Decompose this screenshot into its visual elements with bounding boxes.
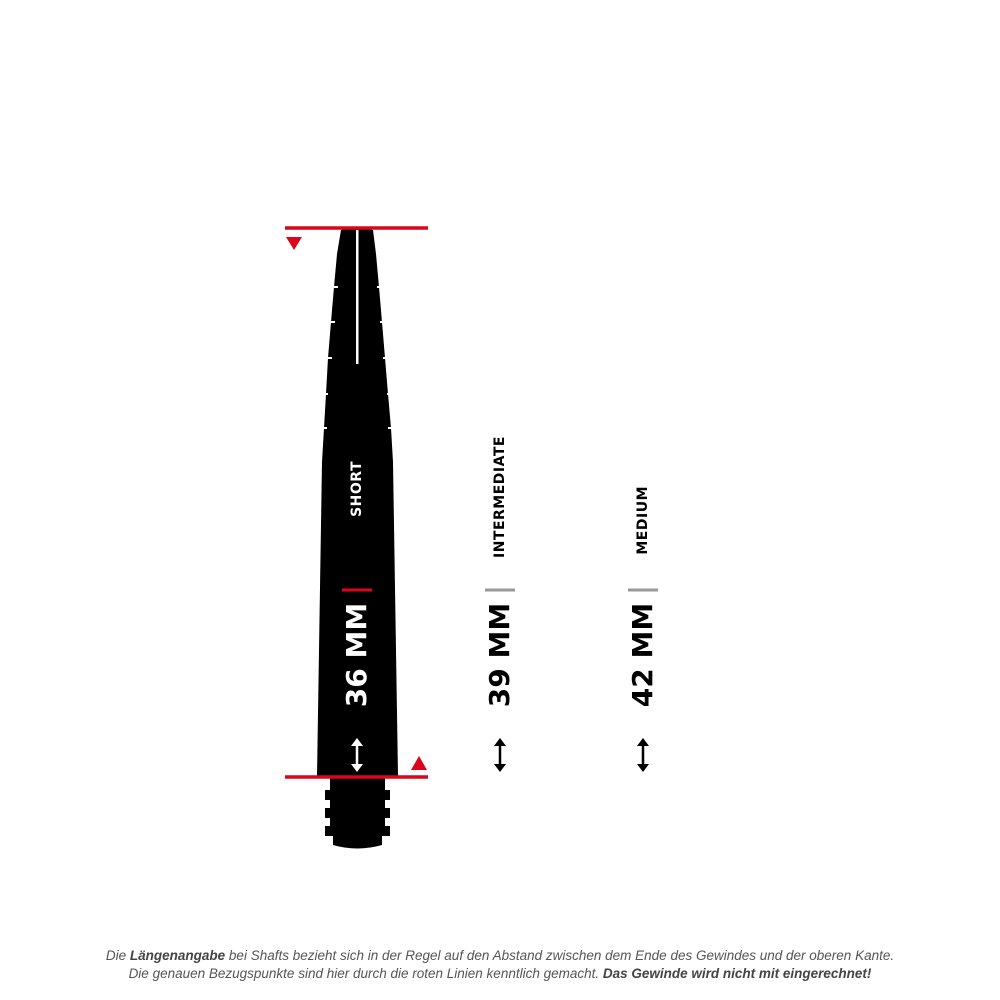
- double-arrow-vertical-icon: [637, 738, 649, 772]
- size-name-medium: MEDIUM: [635, 486, 651, 555]
- footer-bold-text: Das Gewinde wird nicht mit eingerechnet!: [602, 966, 872, 981]
- footer-text: bei Shafts bezieht sich in der Regel auf den Abstand zwischen dem Ende des Gewindes und der oberen Kante.: [225, 948, 895, 963]
- footer-note-line2: [0, 966, 1000, 981]
- footer-bold-text: Längenangabe: [129, 948, 226, 963]
- length-medium: 42 MM: [626, 602, 659, 708]
- size-name-intermediate: INTERMEDIATE: [492, 436, 508, 559]
- shaft-slit: [356, 230, 359, 364]
- bottom-marker-triangle-icon: [411, 756, 427, 770]
- footer-text: Die: [105, 948, 130, 963]
- size-name-short: SHORT: [349, 461, 365, 517]
- top-marker-triangle-icon: [286, 237, 302, 250]
- length-intermediate: 39 MM: [483, 602, 516, 708]
- length-short: 36 MM: [340, 602, 373, 708]
- shaft-thread: [325, 778, 390, 849]
- footer-note-line1: [0, 948, 1000, 963]
- footer-text: Die genauen Bezugspunkte sind hier durch die roten Linien kenntlich gemacht.: [128, 966, 603, 981]
- double-arrow-vertical-icon: [494, 738, 506, 772]
